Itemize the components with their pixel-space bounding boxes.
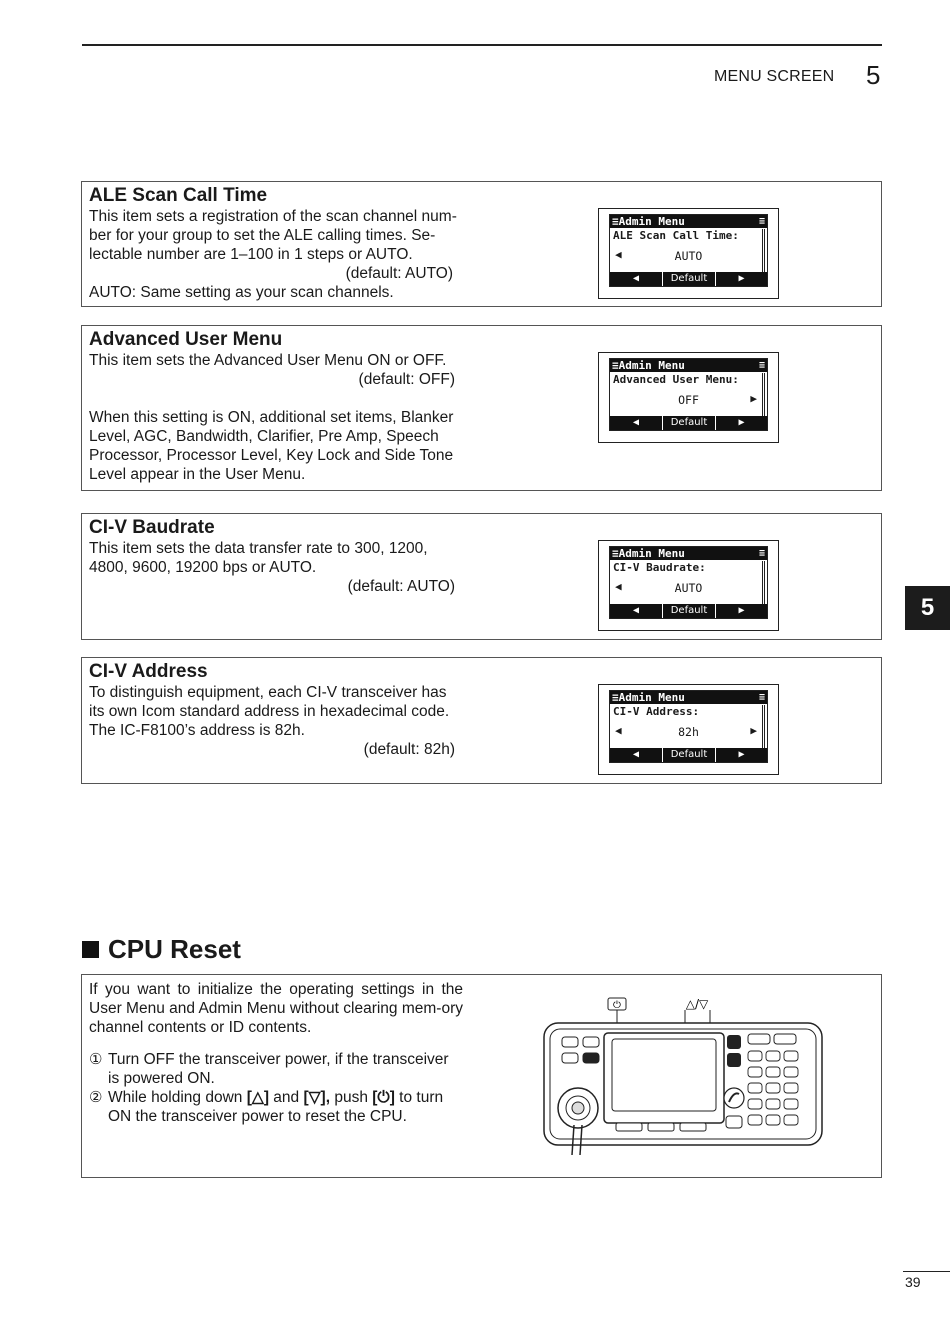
description-line: To distinguish equipment, each CI-V transceiver has xyxy=(89,684,447,701)
item-note: AUTO: Same setting as your scan channels. xyxy=(89,284,394,301)
left-arrow-icon: ◀ xyxy=(615,248,622,261)
lcd-scrollbar xyxy=(762,229,765,273)
lcd-softkeys xyxy=(610,272,767,286)
lcd-display xyxy=(598,352,779,443)
up-key: [△] xyxy=(246,1089,269,1106)
lcd-item-label: ALE Scan Call Time: xyxy=(613,229,739,242)
softkey-left: ◀ xyxy=(632,605,640,616)
menu-icon: ≡ xyxy=(758,548,765,559)
lcd-softkeys xyxy=(610,748,767,762)
section-title: CPU Reset xyxy=(108,934,241,964)
header-rule xyxy=(82,44,882,46)
softkey-default: Default xyxy=(662,416,716,430)
default-value: (default: AUTO) xyxy=(345,265,453,282)
default-value: (default: OFF) xyxy=(358,371,455,388)
note-line: Level, AGC, Bandwidth, Clarifier, Pre Amp, Speech xyxy=(89,428,439,445)
note-line: Level appear in the User Menu. xyxy=(89,466,306,483)
down-key: [▽], xyxy=(303,1089,331,1106)
chapter-tab: 5 xyxy=(905,586,950,630)
item-description xyxy=(89,351,463,484)
description-line: 4800, 9600, 19200 bps or AUTO. xyxy=(89,559,317,576)
item-title: ALE Scan Call Time xyxy=(89,185,268,206)
note-line: Processor, Processor Level, Key Lock and Side Tone xyxy=(89,447,454,464)
lcd-scrollbar xyxy=(762,561,765,605)
menu-icon: ≡ xyxy=(758,216,765,227)
step-2 xyxy=(89,1088,463,1126)
softkey-default: Default xyxy=(662,604,716,618)
item-description xyxy=(89,207,463,302)
item-ale-scan-call-time xyxy=(81,181,882,307)
softkey-right: ▶ xyxy=(738,417,745,428)
softkey-left: ◀ xyxy=(632,417,640,428)
lcd-titlebar: ≡Admin Menu ≡ xyxy=(612,215,765,228)
right-arrow-icon: ▶ xyxy=(750,392,757,405)
right-arrow-icon: ▶ xyxy=(750,724,757,737)
header-section-title: MENU SCREEN xyxy=(714,68,835,85)
section-heading-cpu-reset xyxy=(82,934,241,965)
lcd-titlebar: ≡Admin Menu ≡ xyxy=(612,547,765,560)
header-chapter-number: 5 xyxy=(866,60,881,90)
item-advanced-user-menu xyxy=(81,325,882,491)
description-line: its own Icom standard address in hexadecimal code. xyxy=(89,703,450,720)
description-line: This item sets the data transfer rate to 300, 1200, xyxy=(89,540,428,557)
item-title: Advanced User Menu xyxy=(89,329,283,350)
lcd-titlebar: ≡Admin Menu ≡ xyxy=(612,691,765,704)
item-civ-baudrate xyxy=(81,513,882,640)
description-line: lectable number are 1–100 in 1 steps or AUTO. xyxy=(89,246,413,263)
step-number: ② xyxy=(89,1089,103,1106)
item-title: CI-V Baudrate xyxy=(89,517,215,538)
cpu-reset-steps xyxy=(89,1050,463,1126)
power-key-label: ⏻ xyxy=(613,1000,621,1011)
square-bullet-icon xyxy=(82,941,99,958)
step-number: ① xyxy=(89,1051,103,1068)
description-line: The IC-F8100’s address is 82h. xyxy=(89,722,305,739)
power-key: [⏻] xyxy=(372,1089,395,1106)
lcd-display xyxy=(598,208,779,299)
lcd-value: AUTO xyxy=(674,581,703,595)
left-arrow-icon: ◀ xyxy=(615,724,622,737)
lcd-titlebar: ≡Admin Menu ≡ xyxy=(612,359,765,372)
lcd-softkeys xyxy=(610,604,767,618)
cpu-reset-box xyxy=(81,974,882,1178)
cpu-reset-intro: If you want to initialize the operating settings in the User Menu and Admin Menu without clearing mem-ory channel contents or ID contents. xyxy=(89,981,463,1036)
softkey-right: ▶ xyxy=(738,273,745,284)
softkey-default: Default xyxy=(662,272,716,286)
step-text: While holding down [△] and [▽], push [⏻] to turn ON the transceiver power to reset the CPU. xyxy=(108,1089,444,1125)
softkey-right: ▶ xyxy=(738,605,745,616)
lcd-scrollbar xyxy=(762,705,765,749)
menu-icon: ≡ xyxy=(758,360,765,371)
left-arrow-icon: ◀ xyxy=(615,580,622,593)
lcd-display xyxy=(598,540,779,631)
lcd-item-label: CI-V Address: xyxy=(613,705,700,718)
up-down-key-label: △/▽ xyxy=(685,997,709,1011)
item-title: CI-V Address xyxy=(89,661,208,682)
lcd-value: 82h xyxy=(678,725,699,739)
lcd-display xyxy=(598,684,779,775)
item-description xyxy=(89,539,463,596)
menu-icon: ≡ xyxy=(758,692,765,703)
lcd-item-label: Advanced User Menu: xyxy=(613,373,739,386)
softkey-left: ◀ xyxy=(632,749,640,760)
step-1 xyxy=(89,1050,463,1088)
softkey-left: ◀ xyxy=(632,273,640,284)
softkey-right: ▶ xyxy=(738,749,745,760)
lcd-value: OFF xyxy=(678,393,699,407)
item-description xyxy=(89,683,463,759)
default-value: (default: 82h) xyxy=(363,741,455,758)
lcd-scrollbar xyxy=(762,373,765,417)
description-line: This item sets the Advanced User Menu ON or OFF. xyxy=(89,352,447,369)
transceiver-front-panel-illustration xyxy=(538,995,828,1157)
lcd-softkeys xyxy=(610,416,767,430)
lcd-value: AUTO xyxy=(674,249,703,263)
step-text: Turn OFF the transceiver power, if the transceiver is powered ON. xyxy=(108,1051,449,1087)
description-line: This item sets a registration of the scan channel num- xyxy=(89,208,457,225)
lcd-item-label: CI-V Baudrate: xyxy=(613,561,706,574)
page-number: 39 xyxy=(905,1274,921,1290)
note-line: When this setting is ON, additional set items, Blanker xyxy=(89,409,454,426)
softkey-default: Default xyxy=(662,748,716,762)
page-number-rule xyxy=(903,1271,950,1272)
description-line: ber for your group to set the ALE calling times. Se- xyxy=(89,227,436,244)
item-civ-address xyxy=(81,657,882,784)
default-value: (default: AUTO) xyxy=(347,578,455,595)
